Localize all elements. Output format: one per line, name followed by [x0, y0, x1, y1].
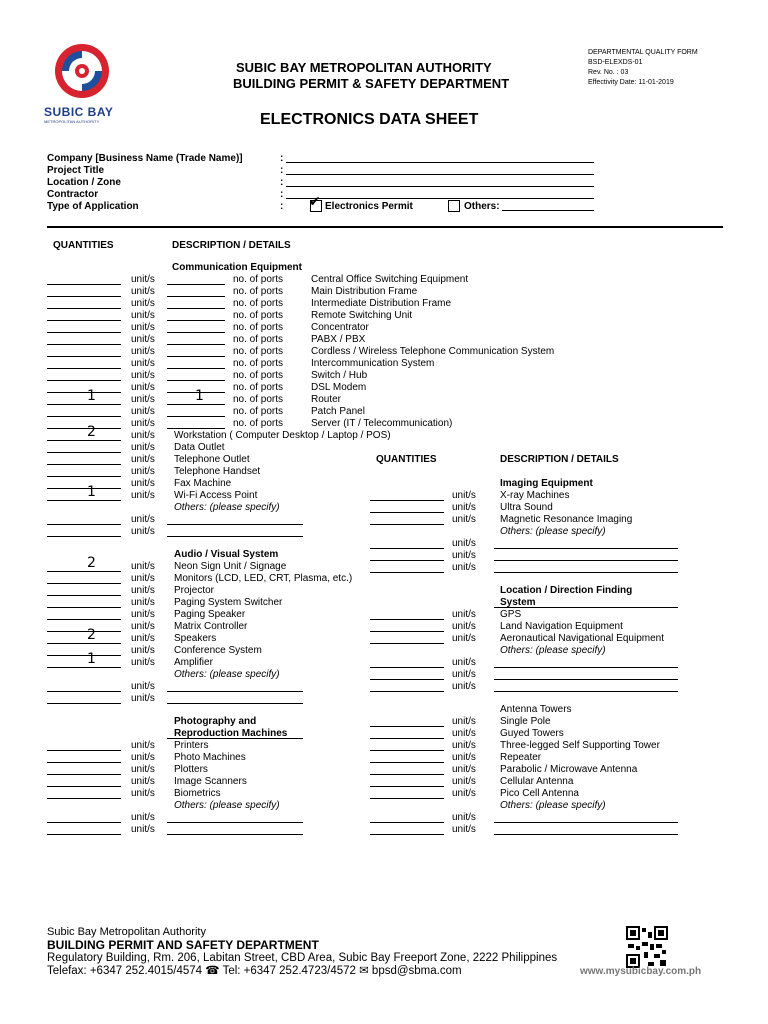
unit-label: unit/s: [452, 788, 476, 799]
others-field[interactable]: [167, 703, 303, 704]
quantities-header-2: QUANTITIES: [376, 454, 437, 465]
unit-label: unit/s: [452, 728, 476, 739]
ports-field[interactable]: [167, 284, 225, 285]
unit-label: unit/s: [131, 526, 155, 537]
qty-value: 1: [87, 651, 96, 667]
ports-field[interactable]: [167, 308, 225, 309]
item-label: Three-legged Self Supporting Tower: [500, 740, 660, 751]
item-label: Ultra Sound: [500, 502, 553, 513]
unit-label: unit/s: [131, 812, 155, 823]
ports-field[interactable]: [167, 428, 225, 429]
others-label: Others:: [464, 201, 500, 212]
others-field[interactable]: [167, 834, 303, 835]
item-label: DSL Modem: [311, 382, 367, 393]
others-field[interactable]: [494, 667, 678, 668]
qty-field[interactable]: [47, 380, 121, 381]
unit-label: unit/s: [131, 585, 155, 596]
ports-label: no. of ports: [233, 406, 284, 417]
qty-field[interactable]: [47, 619, 121, 620]
colon: :: [280, 189, 284, 200]
item-label: Repeater: [500, 752, 542, 763]
ports-label: no. of ports: [233, 394, 284, 405]
unit-label: unit/s: [131, 681, 155, 692]
qty-field[interactable]: [47, 392, 121, 393]
section-title: Location / Direction Finding: [500, 585, 633, 596]
qr-code-icon: [626, 926, 668, 968]
contractor-label: Contractor: [47, 189, 99, 200]
ports-field[interactable]: [167, 380, 225, 381]
others-field[interactable]: [494, 679, 678, 680]
qform-code: BSD-ELEXDS-01: [588, 59, 643, 66]
item-label: Data Outlet: [174, 442, 225, 453]
unit-label: unit/s: [452, 669, 476, 680]
logo-sub: METROPOLITAN AUTHORITY: [44, 119, 100, 124]
org-name: SUBIC BAY METROPOLITAN AUTHORITY: [236, 60, 492, 75]
qty-field[interactable]: [47, 691, 121, 692]
ports-label: no. of ports: [233, 358, 284, 369]
qty-value: 1: [87, 388, 96, 404]
section-title: Photography and: [174, 716, 257, 727]
item-label: Cordless / Wireless Telephone Communication System: [311, 346, 555, 357]
qty-value: 1: [87, 484, 96, 500]
others-specify: Others: (please specify): [500, 526, 606, 537]
qform-title: DEPARTMENTAL QUALITY FORM: [588, 49, 698, 56]
unit-label: unit/s: [452, 609, 476, 620]
qty-field[interactable]: [47, 464, 121, 465]
qty-field[interactable]: [47, 822, 121, 823]
ports-label: no. of ports: [233, 286, 284, 297]
permit-label: Electronics Permit: [325, 201, 413, 212]
others-field[interactable]: [494, 691, 678, 692]
others-specify: Others: (please specify): [500, 645, 606, 656]
others-field: [494, 607, 678, 608]
unit-label: unit/s: [131, 382, 155, 393]
qty-field[interactable]: [370, 631, 444, 632]
ports-label: no. of ports: [233, 370, 284, 381]
ports-label: no. of ports: [233, 298, 284, 309]
qty-field[interactable]: [47, 332, 121, 333]
qty-field[interactable]: [370, 750, 444, 751]
quantities-header: QUANTITIES: [53, 240, 114, 251]
qty-field[interactable]: [47, 571, 121, 572]
qty-field[interactable]: [370, 691, 444, 692]
footer-url: www.mysubicbay.com.ph: [580, 966, 702, 977]
colon: :: [280, 153, 284, 164]
unit-label: unit/s: [131, 645, 155, 656]
ports-label: no. of ports: [233, 346, 284, 357]
unit-label: unit/s: [131, 454, 155, 465]
qty-field[interactable]: [370, 738, 444, 739]
unit-label: unit/s: [452, 740, 476, 751]
qty-field[interactable]: [47, 440, 121, 441]
others-field[interactable]: [494, 834, 678, 835]
unit-label: unit/s: [452, 562, 476, 573]
qty-field[interactable]: [47, 703, 121, 704]
item-label: Monitors (LCD, LED, CRT, Plasma, etc.): [174, 573, 353, 584]
unit-label: unit/s: [131, 633, 155, 644]
qty-field[interactable]: [370, 774, 444, 775]
colon: :: [280, 165, 284, 176]
qty-field[interactable]: [47, 643, 121, 644]
item-label: Image Scanners: [174, 776, 247, 787]
colon: :: [280, 201, 284, 212]
item-label: Intermediate Distribution Frame: [311, 298, 452, 309]
qty-field[interactable]: [47, 595, 121, 596]
item-label: Paging Speaker: [174, 609, 246, 620]
item-label: Fax Machine: [174, 478, 232, 489]
item-label: Land Navigation Equipment: [500, 621, 623, 632]
project-label: Project Title: [47, 165, 105, 176]
others-specify: Others: (please specify): [174, 800, 280, 811]
item-label: Main Distribution Frame: [311, 286, 418, 297]
qty-field[interactable]: [47, 583, 121, 584]
unit-label: unit/s: [452, 633, 476, 644]
qty-field[interactable]: [370, 560, 444, 561]
item-label: Telephone Handset: [174, 466, 261, 477]
unit-label: unit/s: [131, 824, 155, 835]
qty-field[interactable]: [47, 536, 121, 537]
others-specify: Others: (please specify): [174, 669, 280, 680]
checkmark-icon: ✔: [309, 194, 321, 210]
unit-label: unit/s: [452, 776, 476, 787]
qty-field[interactable]: [370, 726, 444, 727]
qty-field[interactable]: [47, 428, 121, 429]
unit-label: unit/s: [131, 490, 155, 501]
unit-label: unit/s: [452, 538, 476, 549]
item-label: Printers: [174, 740, 209, 751]
comm-title: Communication Equipment: [172, 262, 302, 273]
qty-field[interactable]: [47, 368, 121, 369]
company-label: Company [Business Name (Trade Name)]: [47, 153, 243, 164]
item-label: Photo Machines: [174, 752, 246, 763]
item-label: Parabolic / Microwave Antenna: [500, 764, 638, 775]
qty-field[interactable]: [47, 284, 121, 285]
dept-name: BUILDING PERMIT & SAFETY DEPARTMENT: [233, 76, 510, 91]
qty-field[interactable]: [370, 524, 444, 525]
section-title: Audio / Visual System: [174, 549, 279, 560]
item-label: Wi-Fi Access Point: [174, 490, 258, 501]
qty-field[interactable]: [47, 667, 121, 668]
footer-dept: BUILDING PERMIT AND SAFETY DEPARTMENT: [47, 938, 319, 952]
ports-field[interactable]: [167, 404, 225, 405]
unit-label: unit/s: [452, 502, 476, 513]
ports-field[interactable]: [167, 296, 225, 297]
item-label: Aeronautical Navigational Equipment: [500, 633, 664, 644]
unit-label: unit/s: [131, 442, 155, 453]
item-label: Matrix Controller: [174, 621, 248, 632]
item-label: GPS: [500, 609, 522, 620]
unit-label: unit/s: [131, 286, 155, 297]
qty-field[interactable]: [47, 798, 121, 799]
qty-value: 2: [87, 424, 96, 440]
item-label: Single Pole: [500, 716, 551, 727]
item-label: Plotters: [174, 764, 208, 775]
qty-field[interactable]: [47, 786, 121, 787]
others-field[interactable]: [494, 560, 678, 561]
ports-value: 1: [195, 388, 204, 404]
item-label: Guyed Towers: [500, 728, 564, 739]
unit-label: unit/s: [131, 430, 155, 441]
unit-label: unit/s: [131, 406, 155, 417]
footer: [47, 926, 557, 978]
unit-label: unit/s: [131, 370, 155, 381]
others-specify: Others: (please specify): [500, 800, 606, 811]
unit-label: unit/s: [131, 394, 155, 405]
ports-field[interactable]: [167, 368, 225, 369]
qty-field[interactable]: [47, 834, 121, 835]
ports-field[interactable]: [167, 320, 225, 321]
colon: :: [280, 177, 284, 188]
unit-label: unit/s: [452, 681, 476, 692]
others-field[interactable]: [167, 822, 303, 823]
qty-field[interactable]: [370, 798, 444, 799]
item-label: Switch / Hub: [311, 370, 368, 381]
unit-label: unit/s: [131, 621, 155, 632]
unit-label: unit/s: [131, 310, 155, 321]
location-label: Location / Zone: [47, 177, 121, 188]
qty-field[interactable]: [370, 762, 444, 763]
unit-label: unit/s: [452, 657, 476, 668]
qty-field[interactable]: [370, 572, 444, 573]
qty-field[interactable]: [370, 548, 444, 549]
unit-label: unit/s: [131, 764, 155, 775]
unit-label: unit/s: [131, 788, 155, 799]
item-label: Concentrator: [311, 322, 369, 333]
ports-field[interactable]: [167, 356, 225, 357]
qty-field[interactable]: [47, 344, 121, 345]
unit-label: unit/s: [131, 740, 155, 751]
unit-label: unit/s: [452, 824, 476, 835]
item-label: Paging System Switcher: [174, 597, 283, 608]
type-label: Type of Application: [47, 201, 139, 212]
qty-field[interactable]: [370, 667, 444, 668]
unit-label: unit/s: [452, 812, 476, 823]
others-specify: Others: (please specify): [174, 502, 280, 513]
qty-field[interactable]: [47, 296, 121, 297]
qty-field[interactable]: [370, 822, 444, 823]
qform-date: Effectivity Date: 11-01-2019: [588, 79, 674, 86]
logo-brand: SUBIC BAY: [44, 105, 114, 119]
ports-field[interactable]: [167, 416, 225, 417]
unit-label: unit/s: [131, 597, 155, 608]
qty-field[interactable]: [370, 500, 444, 501]
qty-field[interactable]: [370, 786, 444, 787]
section-title: Imaging Equipment: [500, 478, 593, 489]
others-field[interactable]: [494, 572, 678, 573]
unit-label: unit/s: [131, 514, 155, 525]
qty-field[interactable]: [47, 308, 121, 309]
ports-label: no. of ports: [233, 274, 284, 285]
unit-label: unit/s: [131, 478, 155, 489]
qty-field[interactable]: [370, 834, 444, 835]
unit-label: unit/s: [452, 490, 476, 501]
section-title: Reproduction Machines: [174, 728, 288, 739]
item-label: Intercommunication System: [311, 358, 435, 369]
item-label: PABX / PBX: [311, 334, 366, 345]
qform-rev: Rev. No. : 03: [588, 69, 629, 76]
qty-field[interactable]: [47, 750, 121, 751]
item-label: Patch Panel: [311, 406, 365, 417]
unit-label: unit/s: [452, 752, 476, 763]
item-label: Magnetic Resonance Imaging: [500, 514, 633, 525]
ports-label: no. of ports: [233, 322, 284, 333]
qty-field[interactable]: [370, 643, 444, 644]
qty-field[interactable]: [47, 500, 121, 501]
others-field: [167, 738, 303, 739]
unit-label: unit/s: [131, 609, 155, 620]
others-field[interactable]: [167, 536, 303, 537]
unit-label: unit/s: [452, 550, 476, 561]
qty-field[interactable]: [47, 476, 121, 477]
item-label: Projector: [174, 585, 215, 596]
item-label: X-ray Machines: [500, 490, 570, 501]
item-label: Central Office Switching Equipment: [311, 274, 469, 285]
unit-label: unit/s: [452, 621, 476, 632]
qty-field[interactable]: [47, 631, 121, 632]
unit-label: unit/s: [131, 693, 155, 704]
others-field[interactable]: [167, 524, 303, 525]
ports-field[interactable]: [167, 344, 225, 345]
item-label: Biometrics: [174, 788, 221, 799]
item-label: Neon Sign Unit / Signage: [174, 561, 287, 572]
section-title: System: [500, 597, 536, 608]
qty-field[interactable]: [47, 655, 121, 656]
ports-label: no. of ports: [233, 310, 284, 321]
unit-label: unit/s: [452, 716, 476, 727]
item-label: Amplifier: [174, 657, 213, 668]
qty-field[interactable]: [47, 774, 121, 775]
item-label: Remote Switching Unit: [311, 310, 413, 321]
others-field[interactable]: [494, 548, 678, 549]
qty-field[interactable]: [47, 524, 121, 525]
unit-label: unit/s: [131, 466, 155, 477]
unit-label: unit/s: [131, 346, 155, 357]
others-field[interactable]: [167, 691, 303, 692]
unit-label: unit/s: [131, 418, 155, 429]
qty-field[interactable]: [47, 762, 121, 763]
item-label: Conference System: [174, 645, 262, 656]
unit-label: unit/s: [131, 776, 155, 787]
unit-label: unit/s: [131, 322, 155, 333]
unit-label: unit/s: [131, 334, 155, 345]
unit-label: unit/s: [131, 573, 155, 584]
unit-label: unit/s: [131, 752, 155, 763]
right-column: [370, 0, 760, 1024]
ports-field[interactable]: [167, 332, 225, 333]
footer-contact: Telefax: +6347 252.4015/4574 ☎ Tel: +6347 252.4723/4572 ✉ bpsd@sbma.com: [47, 965, 462, 977]
item-label: Router: [311, 394, 342, 405]
page-title: ELECTRONICS DATA SHEET: [260, 111, 479, 128]
qty-field[interactable]: [47, 607, 121, 608]
item-label: Telephone Outlet: [174, 454, 250, 465]
qty-value: 2: [87, 555, 96, 571]
ports-label: no. of ports: [233, 334, 284, 345]
qty-field[interactable]: [47, 356, 121, 357]
unit-label: unit/s: [131, 657, 155, 668]
unit-label: unit/s: [452, 764, 476, 775]
qty-field[interactable]: [47, 320, 121, 321]
qty-field[interactable]: [370, 512, 444, 513]
description-header-2: DESCRIPTION / DETAILS: [500, 454, 619, 465]
footer-address: Regulatory Building, Rm. 206, Labitan Street, CBD Area, Subic Bay Freeport Zone, 2222 Philippines: [47, 952, 558, 964]
qty-field[interactable]: [370, 619, 444, 620]
item-label: Workstation ( Computer Desktop / Laptop / POS): [174, 430, 391, 441]
unit-label: unit/s: [131, 358, 155, 369]
qty-field[interactable]: [47, 416, 121, 417]
item-label: Pico Cell Antenna: [500, 788, 579, 799]
ports-label: no. of ports: [233, 418, 284, 429]
footer-org: Subic Bay Metropolitan Authority: [47, 926, 206, 938]
qty-field[interactable]: [47, 452, 121, 453]
qty-value: 2: [87, 627, 96, 643]
item-label: Speakers: [174, 633, 217, 644]
description-header: DESCRIPTION / DETAILS: [172, 240, 291, 251]
qty-field[interactable]: [370, 679, 444, 680]
unit-label: unit/s: [131, 561, 155, 572]
item-label: Server (IT / Telecommunication): [311, 418, 453, 429]
item-label: Cellular Antenna: [500, 776, 574, 787]
others-field[interactable]: [494, 822, 678, 823]
qty-field[interactable]: [47, 488, 121, 489]
ports-label: no. of ports: [233, 382, 284, 393]
item-label: Antenna Towers: [500, 704, 572, 715]
unit-label: unit/s: [131, 298, 155, 309]
unit-label: unit/s: [452, 514, 476, 525]
qty-field[interactable]: [47, 404, 121, 405]
unit-label: unit/s: [131, 274, 155, 285]
